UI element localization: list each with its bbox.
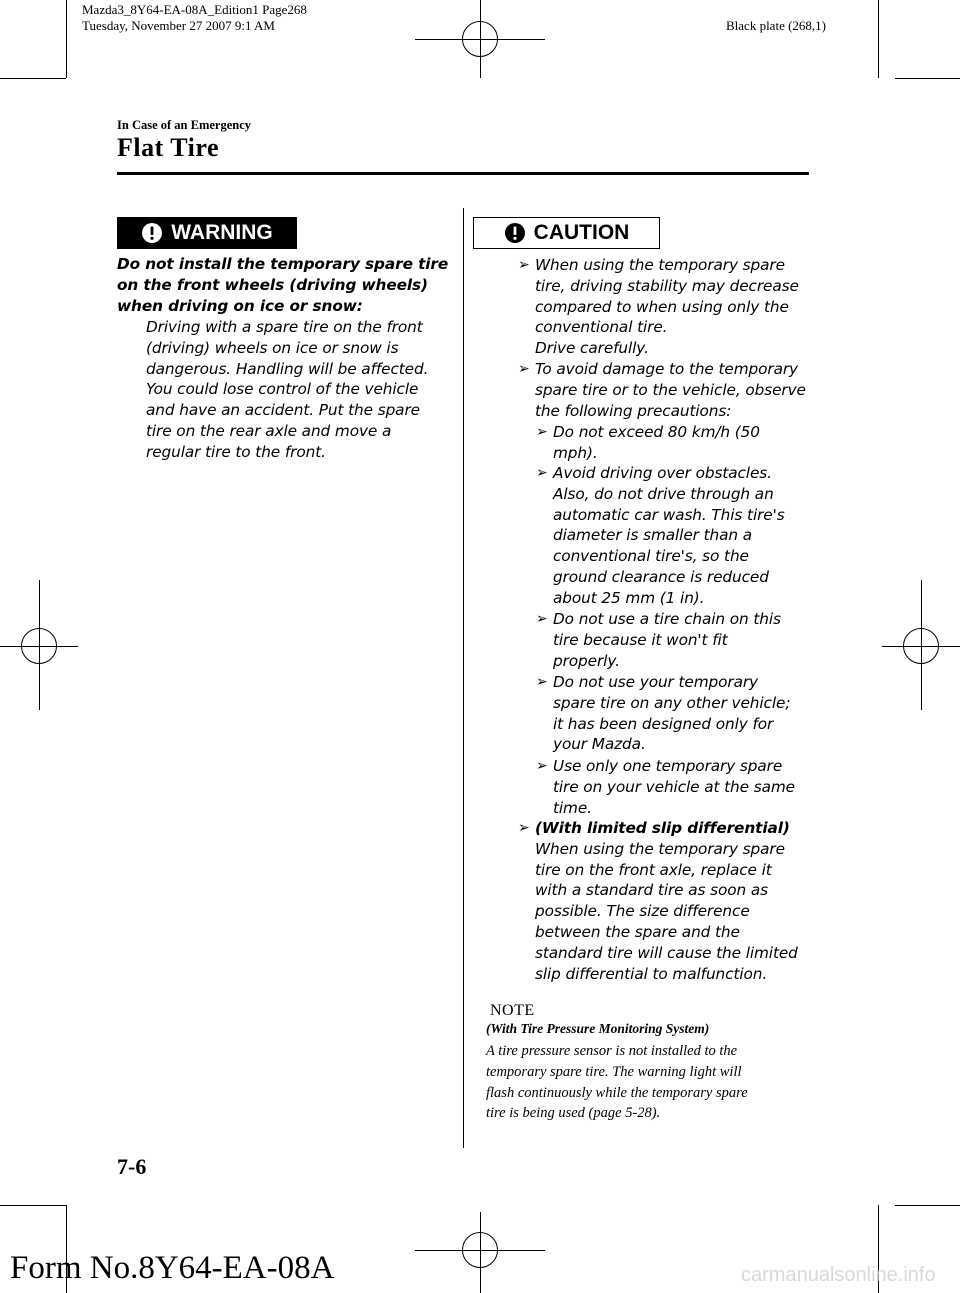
text-line: Also, do not drive through an [553, 484, 774, 503]
warning-body [146, 317, 456, 463]
warning-badge [117, 217, 297, 249]
text-line: it has been designed only for [553, 714, 774, 733]
text-line: about 25 mm (1 in). [553, 588, 705, 607]
caution-subitem [536, 672, 816, 755]
text-line: between the spare and the [535, 922, 740, 941]
warning-label: WARNING [171, 221, 273, 244]
note-body [486, 1041, 816, 1124]
bullet-arrow-icon: ➢ [536, 611, 548, 627]
text-line: To avoid damage to the temporary [535, 360, 798, 378]
text-line: ground clearance is reduced [553, 567, 769, 586]
text-line: tire, driving stability may decrease [535, 276, 799, 295]
text-line: automatic car wash. This tire's [553, 505, 785, 524]
note-subheading: (With Tire Pressure Monitoring System) [486, 1021, 710, 1036]
text-line: (driving) wheels on ice or snow is [146, 338, 399, 357]
text-line: dangerous. Handling will be affected. [146, 359, 429, 378]
page-number: 7-6 [117, 1154, 147, 1179]
text-line: with a standard tire as soon as [535, 881, 769, 900]
text-line: compared to when using only the [535, 297, 789, 316]
caution-subitem [536, 609, 816, 671]
text-line: You could lose control of the vehicle [146, 380, 419, 399]
caution-label: CAUTION [533, 221, 630, 244]
caution-item [518, 359, 818, 421]
text-line: tire on the front axle, replace it [535, 860, 772, 879]
text-line: flash continuously while the temporary spare [486, 1084, 748, 1101]
text-line: Do not use your temporary [553, 673, 758, 691]
text-line: Driving with a spare tire on the front [146, 318, 423, 336]
title-rule [117, 172, 809, 175]
text-line: conventional tire. [535, 318, 668, 337]
text-line: tire is being used (page 5-28). [486, 1105, 661, 1122]
caution-subitem [536, 463, 816, 609]
text-line: standard tire will cause the limited [535, 943, 798, 962]
text-line: temporary spare tire. The warning light will [486, 1063, 742, 1080]
bullet-arrow-icon: ➢ [536, 465, 548, 481]
text-line: when driving on ice or snow: [117, 296, 363, 315]
note-heading: NOTE [490, 1002, 535, 1019]
bullet-arrow-icon: ➢ [518, 361, 530, 377]
print-file-line: Mazda3_8Y64-EA-08A_Edition1 Page268 [82, 2, 307, 17]
text-line: on the front wheels (driving wheels) [117, 275, 428, 294]
text-line: Do not use a tire chain on this [553, 610, 781, 628]
warning-lead [117, 254, 457, 316]
text-line: your Mazda. [553, 735, 646, 754]
section-label: In Case of an Emergency [117, 118, 252, 132]
text-line: slip differential to malfunction. [535, 964, 768, 983]
warning-icon [141, 222, 163, 244]
text-line: time. [553, 798, 592, 817]
text-line: and have an accident. Put the spare [146, 401, 420, 420]
caution-badge [473, 217, 660, 249]
bullet-arrow-icon: ➢ [536, 424, 548, 440]
text-line: spare tire on any other vehicle; [553, 693, 791, 712]
caution-item [518, 255, 818, 359]
text-line: Do not exceed 80 km/h (50 [553, 423, 760, 441]
text-line: regular tire to the front. [146, 442, 326, 461]
form-number: Form No.8Y64-EA-08A [10, 1250, 335, 1286]
text-line: A tire pressure sensor is not installed to the [486, 1043, 738, 1059]
column-divider [463, 208, 464, 1148]
text-line: (With limited slip differential) [535, 819, 790, 837]
bullet-arrow-icon: ➢ [518, 257, 530, 273]
text-line: conventional tire's, so the [553, 547, 749, 566]
caution-icon [504, 222, 526, 244]
text-line: tire because it won't fit [553, 630, 728, 649]
caution-subitem [536, 756, 816, 818]
text-line: Do not install the temporary spare tire [117, 255, 449, 273]
caution-item [518, 818, 818, 984]
text-line: Avoid driving over obstacles. [553, 464, 772, 482]
text-line: Drive carefully. [535, 339, 649, 358]
text-line: When using the temporary spare [535, 839, 785, 858]
print-info [82, 2, 307, 34]
bullet-arrow-icon: ➢ [536, 674, 548, 690]
text-line: Use only one temporary spare [553, 757, 783, 775]
text-line: tire on your vehicle at the same [553, 777, 795, 796]
text-line: spare tire or to the vehicle, observe [535, 380, 806, 399]
page-title: Flat Tire [117, 133, 219, 162]
caution-subitem [536, 422, 816, 464]
bullet-arrow-icon: ➢ [536, 758, 548, 774]
print-date-line: Tuesday, November 27 2007 9:1 AM [82, 18, 275, 33]
text-line: mph). [553, 443, 598, 462]
text-line: diameter is smaller than a [553, 526, 752, 545]
text-line: tire on the rear axle and move a [146, 421, 392, 440]
text-line: possible. The size difference [535, 902, 750, 921]
text-line: properly. [553, 651, 620, 670]
text-line: the following precautions: [535, 401, 732, 420]
text-line: When using the temporary spare [535, 256, 785, 274]
plate-label: Black plate (268,1) [726, 18, 826, 33]
watermark: carmanualsonline.info [741, 1264, 936, 1286]
bullet-arrow-icon: ➢ [518, 820, 530, 836]
